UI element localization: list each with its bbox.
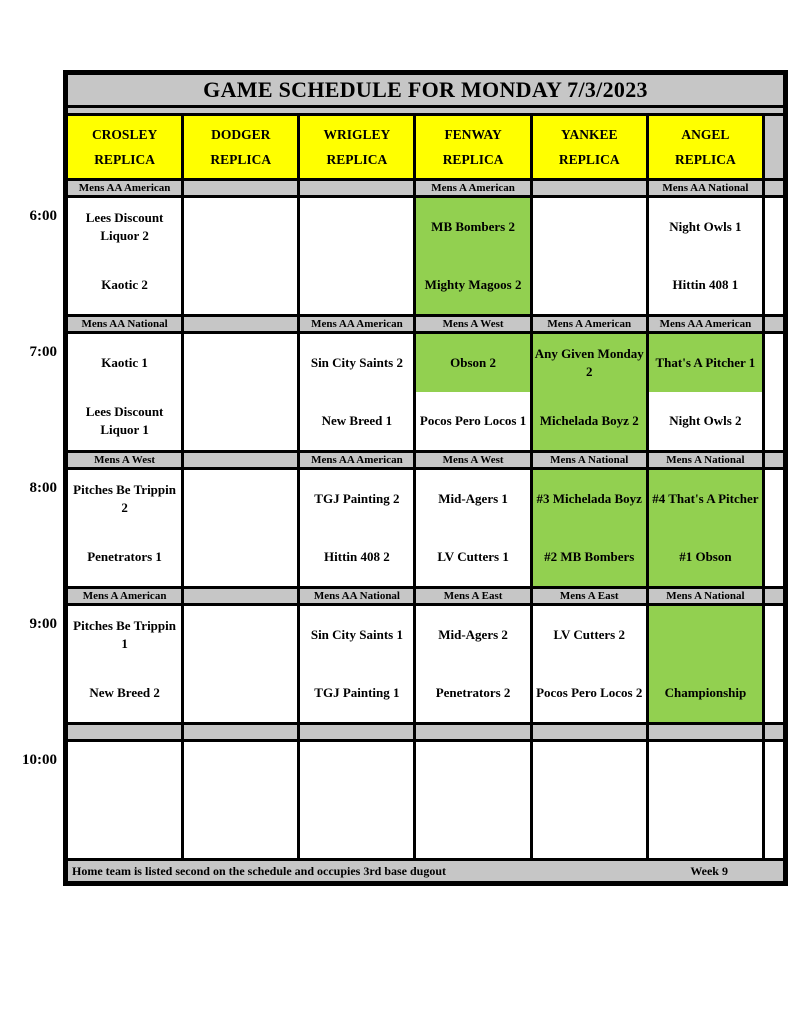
away-team-name bbox=[300, 198, 413, 256]
field-type: REPLICA bbox=[94, 151, 155, 167]
division-label: Mens AA American bbox=[300, 453, 413, 467]
game-cell bbox=[68, 334, 181, 450]
away-team-name bbox=[300, 742, 413, 800]
home-team-name bbox=[184, 392, 297, 450]
home-team-name: Hittin 408 2 bbox=[324, 549, 390, 565]
away-team-name: LV Cutters 2 bbox=[553, 627, 625, 643]
division-label: Mens AA American bbox=[68, 181, 181, 195]
home-team-name bbox=[649, 800, 762, 858]
home-team-name: Mighty Magoos 2 bbox=[424, 277, 522, 293]
division-label bbox=[184, 589, 297, 603]
home-team-name: New Breed 2 bbox=[89, 685, 160, 701]
time-label: 6:00 bbox=[29, 208, 57, 224]
home-team-name: New Breed 1 bbox=[321, 413, 393, 429]
away-team-name bbox=[649, 606, 762, 664]
away-team-name: Kaotic 1 bbox=[101, 355, 148, 371]
time-label: 8:00 bbox=[29, 480, 57, 496]
field-name: WRIGLEY bbox=[323, 126, 391, 142]
game-cell bbox=[184, 334, 297, 450]
home-team-name bbox=[300, 256, 413, 314]
game-cell bbox=[416, 742, 529, 858]
away-team-name: Obson 2 bbox=[416, 334, 529, 392]
spacer-cell bbox=[765, 606, 783, 722]
away-team-name: Pitches Be Trippin 2 bbox=[73, 482, 176, 515]
division-label: Mens A National bbox=[649, 589, 762, 603]
game-cell bbox=[416, 470, 529, 586]
division-label bbox=[533, 725, 646, 739]
home-team-name: Lees Discount Liquor 1 bbox=[85, 404, 164, 437]
division-label: Mens A West bbox=[416, 317, 529, 331]
division-label bbox=[300, 181, 413, 195]
home-team-name: Kaotic 2 bbox=[101, 277, 148, 293]
game-cell bbox=[416, 198, 529, 314]
game-cell bbox=[533, 606, 646, 722]
field-header-dodger bbox=[184, 116, 297, 178]
home-team-name: Pocos Pero Locos 2 bbox=[536, 685, 643, 701]
header-gap-band bbox=[68, 108, 783, 113]
game-cell bbox=[184, 606, 297, 722]
away-team-name bbox=[533, 742, 646, 800]
field-header-yankee bbox=[533, 116, 646, 178]
spacer-cell bbox=[765, 317, 783, 331]
home-team-name: LV Cutters 1 bbox=[437, 549, 509, 565]
division-label: Mens A East bbox=[416, 589, 529, 603]
field-type: REPLICA bbox=[675, 151, 736, 167]
home-team-name bbox=[184, 528, 297, 586]
away-team-name: Lees Discount Liquor 2 bbox=[85, 210, 164, 243]
field-type: REPLICA bbox=[442, 151, 504, 167]
game-cell bbox=[416, 606, 529, 722]
home-team-name bbox=[68, 800, 181, 858]
time-label: 9:00 bbox=[29, 616, 57, 632]
field-type: REPLICA bbox=[326, 151, 388, 167]
division-label: Mens A American bbox=[416, 181, 529, 195]
spacer-cell bbox=[765, 742, 783, 858]
home-team-name: Hittin 408 1 bbox=[672, 277, 739, 293]
division-label: Mens A National bbox=[533, 453, 646, 467]
game-cell bbox=[300, 334, 413, 450]
division-label: Mens AA National bbox=[649, 181, 762, 195]
division-label: Mens A American bbox=[68, 589, 181, 603]
division-label: Mens AA National bbox=[300, 589, 413, 603]
home-team-name: TGJ Painting 1 bbox=[314, 685, 400, 701]
away-team-name: TGJ Painting 2 bbox=[314, 491, 400, 507]
game-cell bbox=[533, 198, 646, 314]
field-header-wrigley bbox=[300, 116, 413, 178]
home-team-name: Penetrators 1 bbox=[87, 549, 162, 565]
division-label bbox=[68, 725, 181, 739]
division-label: Mens AA American bbox=[300, 317, 413, 331]
field-name: DODGER bbox=[211, 126, 271, 142]
away-team-name: #3 Michelada Boyz bbox=[536, 491, 642, 507]
game-cell bbox=[533, 334, 646, 450]
away-team-name bbox=[68, 742, 181, 800]
home-team-name: Penetrators 2 bbox=[435, 685, 511, 701]
game-cell bbox=[68, 470, 181, 586]
division-label bbox=[416, 725, 529, 739]
game-cell bbox=[184, 742, 297, 858]
home-team-name: Night Owls 2 bbox=[669, 413, 742, 429]
division-label: Mens A National bbox=[649, 453, 762, 467]
field-header-angel bbox=[649, 116, 762, 178]
away-team-name: Mid-Agers 1 bbox=[438, 491, 508, 507]
away-team-name: Sin City Saints 2 bbox=[310, 355, 403, 371]
division-label bbox=[184, 725, 297, 739]
division-label bbox=[533, 181, 646, 195]
home-team-name bbox=[416, 800, 529, 858]
week-label: Week 9 bbox=[690, 863, 728, 878]
field-name: YANKEE bbox=[560, 126, 618, 142]
spacer-cell bbox=[765, 198, 783, 314]
field-header-fenway bbox=[416, 116, 529, 178]
away-team-name bbox=[184, 198, 297, 256]
away-team-name: Pitches Be Trippin 1 bbox=[73, 618, 176, 651]
schedule-table bbox=[63, 70, 788, 886]
game-cell bbox=[300, 742, 413, 858]
division-label: Mens A West bbox=[68, 453, 181, 467]
division-label bbox=[184, 317, 297, 331]
away-team-name bbox=[533, 198, 646, 256]
time-label: 7:00 bbox=[29, 344, 57, 360]
division-label: Mens AA National bbox=[68, 317, 181, 331]
game-cell bbox=[533, 470, 646, 586]
field-name: ANGEL bbox=[681, 126, 730, 142]
home-team-note: Home team is listed second on the schedule and occupies 3rd base dugout bbox=[72, 863, 447, 878]
division-label bbox=[184, 181, 297, 195]
home-team-name bbox=[533, 256, 646, 314]
field-header-crosley bbox=[68, 116, 181, 178]
division-label bbox=[184, 453, 297, 467]
away-team-name: MB Bombers 2 bbox=[431, 219, 515, 235]
division-label: Mens AA American bbox=[649, 317, 762, 331]
away-team-name: Night Owls 1 bbox=[669, 219, 742, 235]
home-team-name: #2 MB Bombers bbox=[544, 549, 635, 565]
away-team-name: That's A Pitcher 1 bbox=[649, 334, 762, 392]
home-team-name bbox=[184, 256, 297, 314]
away-team-name: #4 That's A Pitcher bbox=[652, 491, 759, 507]
division-label: Mens A East bbox=[533, 589, 646, 603]
home-team-name bbox=[300, 800, 413, 858]
game-cell championship-cell bbox=[649, 606, 762, 722]
home-team-name bbox=[184, 664, 297, 722]
game-cell bbox=[68, 742, 181, 858]
away-team-name: Sin City Saints 1 bbox=[310, 627, 403, 643]
game-cell bbox=[68, 198, 181, 314]
field-type: REPLICA bbox=[210, 151, 272, 167]
away-team-name bbox=[416, 742, 529, 800]
game-cell bbox=[300, 606, 413, 722]
field-name: CROSLEY bbox=[91, 126, 158, 142]
away-team-name bbox=[184, 470, 297, 528]
home-team-name bbox=[533, 800, 646, 858]
away-team-name bbox=[649, 742, 762, 800]
home-team-name: #1 Obson bbox=[679, 549, 732, 565]
home-team-name: Pocos Pero Locos 1 bbox=[419, 413, 527, 429]
division-label bbox=[300, 725, 413, 739]
spacer-cell bbox=[765, 334, 783, 450]
division-label: Mens A American bbox=[533, 317, 646, 331]
away-team-name bbox=[184, 606, 297, 664]
game-cell bbox=[184, 198, 297, 314]
game-cell bbox=[649, 742, 762, 858]
game-cell bbox=[68, 606, 181, 722]
division-label bbox=[649, 725, 762, 739]
game-cell bbox=[533, 742, 646, 858]
away-team-name bbox=[184, 742, 297, 800]
game-cell bbox=[649, 470, 762, 586]
footer-bar bbox=[68, 861, 783, 881]
game-cell bbox=[300, 470, 413, 586]
away-team-name: Any Given Monday 2 bbox=[534, 346, 644, 379]
spacer-cell bbox=[765, 116, 783, 178]
field-name: FENWAY bbox=[444, 126, 502, 142]
home-team-name bbox=[184, 800, 297, 858]
spacer-cell bbox=[765, 589, 783, 603]
away-team-name bbox=[184, 334, 297, 392]
home-team-name: Michelada Boyz 2 bbox=[539, 413, 639, 429]
game-cell bbox=[300, 198, 413, 314]
spacer-cell bbox=[765, 725, 783, 739]
away-team-name: Mid-Agers 2 bbox=[438, 627, 508, 643]
spacer-cell bbox=[765, 453, 783, 467]
field-type: REPLICA bbox=[558, 151, 620, 167]
game-cell bbox=[649, 334, 762, 450]
game-cell bbox=[184, 470, 297, 586]
game-cell bbox=[649, 198, 762, 314]
page-title: GAME SCHEDULE FOR MONDAY 7/3/2023 bbox=[68, 75, 783, 105]
spacer-cell bbox=[765, 470, 783, 586]
spacer-cell bbox=[765, 181, 783, 195]
time-label: 10:00 bbox=[22, 752, 57, 768]
home-team-name: Championship bbox=[664, 685, 747, 701]
game-cell bbox=[416, 334, 529, 450]
division-label: Mens A West bbox=[416, 453, 529, 467]
